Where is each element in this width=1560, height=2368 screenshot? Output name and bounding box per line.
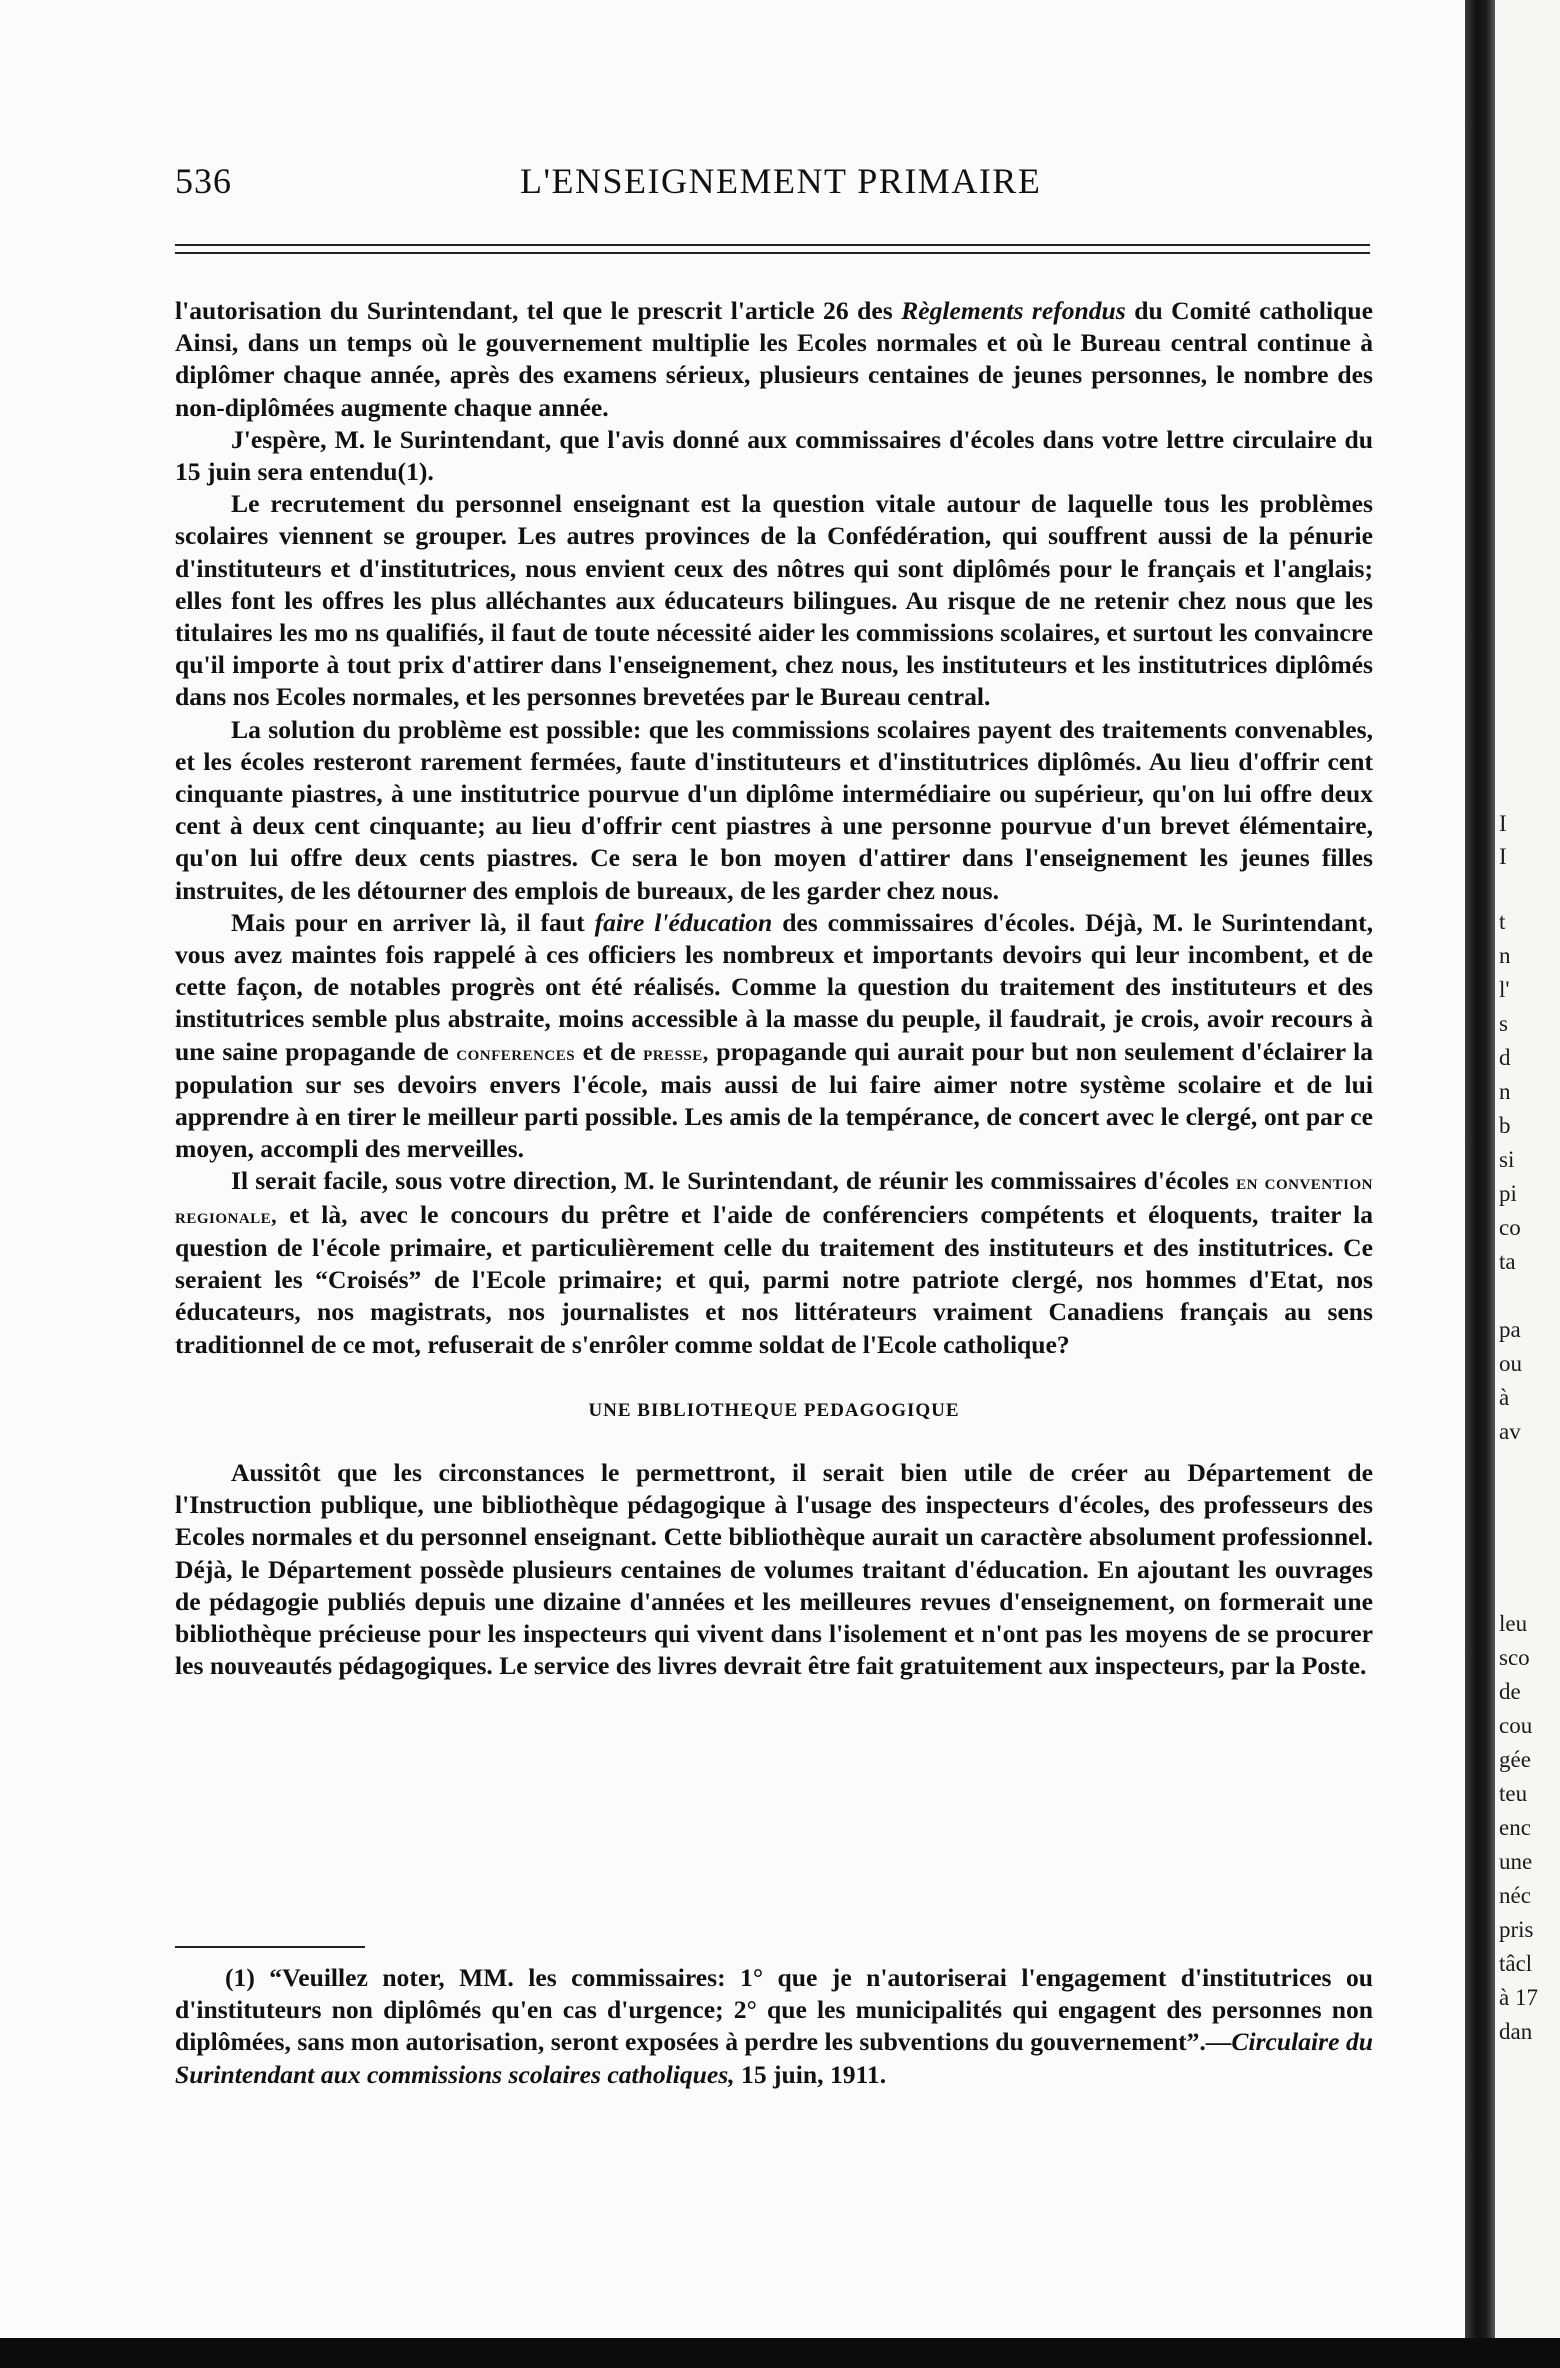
facing-fragment: gée xyxy=(1499,1747,1531,1772)
facing-fragment: d xyxy=(1499,1045,1511,1070)
facing-fragment: n xyxy=(1499,943,1511,968)
facing-fragment: une xyxy=(1499,1849,1533,1874)
facing-fragment: l' xyxy=(1499,977,1510,1002)
paragraph: J'espère, M. le Surintendant, que l'avis donné aux commissaires d'écoles dans votre lettre circulaire du 15 juin sera entendu(1). xyxy=(175,424,1373,487)
facing-fragment: à 17 xyxy=(1499,1985,1538,2010)
book-binding-gutter xyxy=(1465,0,1495,2368)
header-rule xyxy=(175,244,1370,246)
facing-fragment: ou xyxy=(1499,1351,1522,1376)
facing-fragment: av xyxy=(1499,1419,1521,1444)
facing-fragment: ta xyxy=(1499,1249,1516,1274)
footnote-rule xyxy=(175,1946,365,1948)
paragraph: La solution du problème est possible: que les commissions scolaires payent des traitements convenables, et les écoles resteront rarement fermées, faute d'instituteurs et d'institutrices diplômés. Au lieu d'offrir cent cinquante piastres, à une institutrice pourvue d'un diplôme intermédiaire ou supérieur, qu'on lui offre deux cent à deux cent cinquante; au lieu d'offrir cent piastres à une personne pourvue d'un brevet élémentaire, qu'on lui offre deux cents piastres. Ce sera le bon moyen d'attirer dans l'enseignement les jeunes filles instruites, de les détourner des emplois de bureaux, de les garder chez nous. xyxy=(175,714,1373,905)
section-heading: UNE BIBLIOTHEQUE PEDAGOGIQUE xyxy=(588,1399,960,1421)
footnote: (1) “Veuillez noter, MM. les commissaires: 1° que je n'autoriserai l'engagement d'institutrices ou d'instituteurs non diplômés qu'en cas d'urgence; 2° que les municipalités qui engagent des personnes non diplômées, sans mon autorisation, seront exposées à perdre les subventions du gouvernement”.—Circulaire du Surintendant aux commissions scolaires catholiques, 15 juin, 1911. xyxy=(175,1963,1373,2089)
paragraph: Le recrutement du personnel enseignant est la question vitale autour de laquelle tous les problèmes scolaires viennent se grouper. Les autres provinces de la Confédération, qui souffrent aussi de la pénurie d'instituteurs et d'institutrices, nous envient ceux des nôtres qui sont diplômés pour le français et l'anglais; elles font les offres les plus alléchantes aux éducateurs bilingues. Au risque de ne retenir chez nous que les titulaires les mo ns qualifiés, il faut de toute nécessité aider les commissions scolaires, et surtout les convaincre qu'il importe à tout prix d'attirer dans l'enseignement, chez nous, les instituteurs et les institutrices diplômés dans nos Ecoles normales, et les personnes brevetées par le Bureau central. xyxy=(175,489,1373,712)
facing-fragment: pris xyxy=(1499,1917,1534,1942)
facing-fragment: leu xyxy=(1499,1611,1528,1636)
facing-fragment: sco xyxy=(1499,1645,1530,1670)
facing-fragment: néc xyxy=(1499,1883,1531,1908)
paragraph: Aussitôt que les circonstances le permettront, il serait bien utile de créer au Département de l'Instruction publique, une bibliothèque pédagogique à l'usage des inspecteurs d'écoles, des professeurs des Ecoles normales et du personnel enseignant. Cette bibliothèque aurait un caractère absolument professionnel. Déjà, le Département possède plusieurs centaines de volumes traitant d'éducation. En ajoutant les ouvrages de pédagogie publiés depuis une dizaine d'années et les meilleures revues d'enseignement, on formerait une bibliothèque précieuse pour les inspecteurs qui vivent dans l'isolement et n'ont pas les moyens de se procurer les nouveautés pédagogiques. Le service des livres devrait être fait gratuitement aux inspecteurs, par la Poste. xyxy=(175,1457,1373,1681)
facing-fragment: cou xyxy=(1499,1713,1533,1738)
facing-page-edge xyxy=(1495,0,1560,2368)
paragraph: l'autorisation du Surintendant, tel que le prescrit l'article 26 des Règlements refondus du Comité catholique Ainsi, dans un temps où le gouvernement multiplie les Ecoles normales et où le Bureau central continue à diplômer chaque année, après des examens sérieux, plusieurs centaines de jeunes personnes, le nombre des non-diplômées augmente chaque année. xyxy=(175,296,1373,422)
facing-fragment: b xyxy=(1499,1113,1511,1138)
facing-fragment: t xyxy=(1499,909,1506,934)
facing-fragment: n xyxy=(1499,1079,1511,1104)
facing-fragment: enc xyxy=(1499,1815,1531,1840)
facing-fragment: pi xyxy=(1499,1181,1517,1206)
facing-fragment: si xyxy=(1499,1147,1515,1172)
facing-fragment: de xyxy=(1499,1679,1521,1704)
body-text xyxy=(175,295,1373,1682)
facing-fragment: tâcl xyxy=(1499,1951,1533,1976)
header-rule xyxy=(175,252,1370,254)
facing-fragment: co xyxy=(1499,1215,1521,1240)
paragraph: Mais pour en arriver là, il faut faire l'éducation des commissaires d'écoles. Déjà, M. le Surintendant, vous avez maintes fois rappelé à ces officiers les nombreux et importants devoirs qui leur incombent, et de cette façon, de notables progrès ont été réalisés. Comme la question du traitement des instituteurs et des institutrices semble plus abstraite, moins accessible à la masse du peuple, il faudrait, je crois, avoir recours à une saine propagande de conferences et de presse, propagande qui aurait pour but non seulement d'éclairer la population sur ses devoirs envers l'école, mais aussi de lui faire aimer notre système scolaire et de lui apprendre à en tirer le meilleur parti possible. Les amis de la tempérance, de concert avec le clergé, ont par ce moyen, accompli des merveilles. xyxy=(175,907,1374,1164)
facing-fragment: pa xyxy=(1499,1317,1521,1342)
facing-fragment: I xyxy=(1499,844,1507,869)
facing-fragment: dan xyxy=(1499,2019,1533,2044)
facing-fragment: à xyxy=(1499,1385,1510,1410)
page-number: 536 xyxy=(175,161,232,201)
running-head xyxy=(175,160,1370,206)
facing-fragment: teu xyxy=(1499,1781,1528,1806)
facing-fragment: s xyxy=(1499,1011,1508,1036)
facing-fragment: I xyxy=(1499,811,1507,836)
scan-bottom-edge xyxy=(0,2338,1560,2368)
paragraph: Il serait facile, sous votre direction, M. le Surintendant, de réunir les commissaires d'écoles en convention regionale, et là, avec le concours du prêtre et l'aide de conférenciers compétents et éloquents, traiter la question de l'école primaire, et particulièrement celle du traitement des instituteurs et des institutrices. Ce seraient les “Croisés” de l'Ecole primaire; et qui, parmi notre patriote clergé, nos hommes d'Etat, nos éducateurs, nos magistrats, nos journalistes et nos littérateurs vraiment Canadiens français au sens traditionnel de ce mot, refuserait de s'enrôler comme soldat de l'Ecole catholique? xyxy=(175,1166,1373,1359)
page-title: L'ENSEIGNEMENT PRIMAIRE xyxy=(520,161,1042,201)
